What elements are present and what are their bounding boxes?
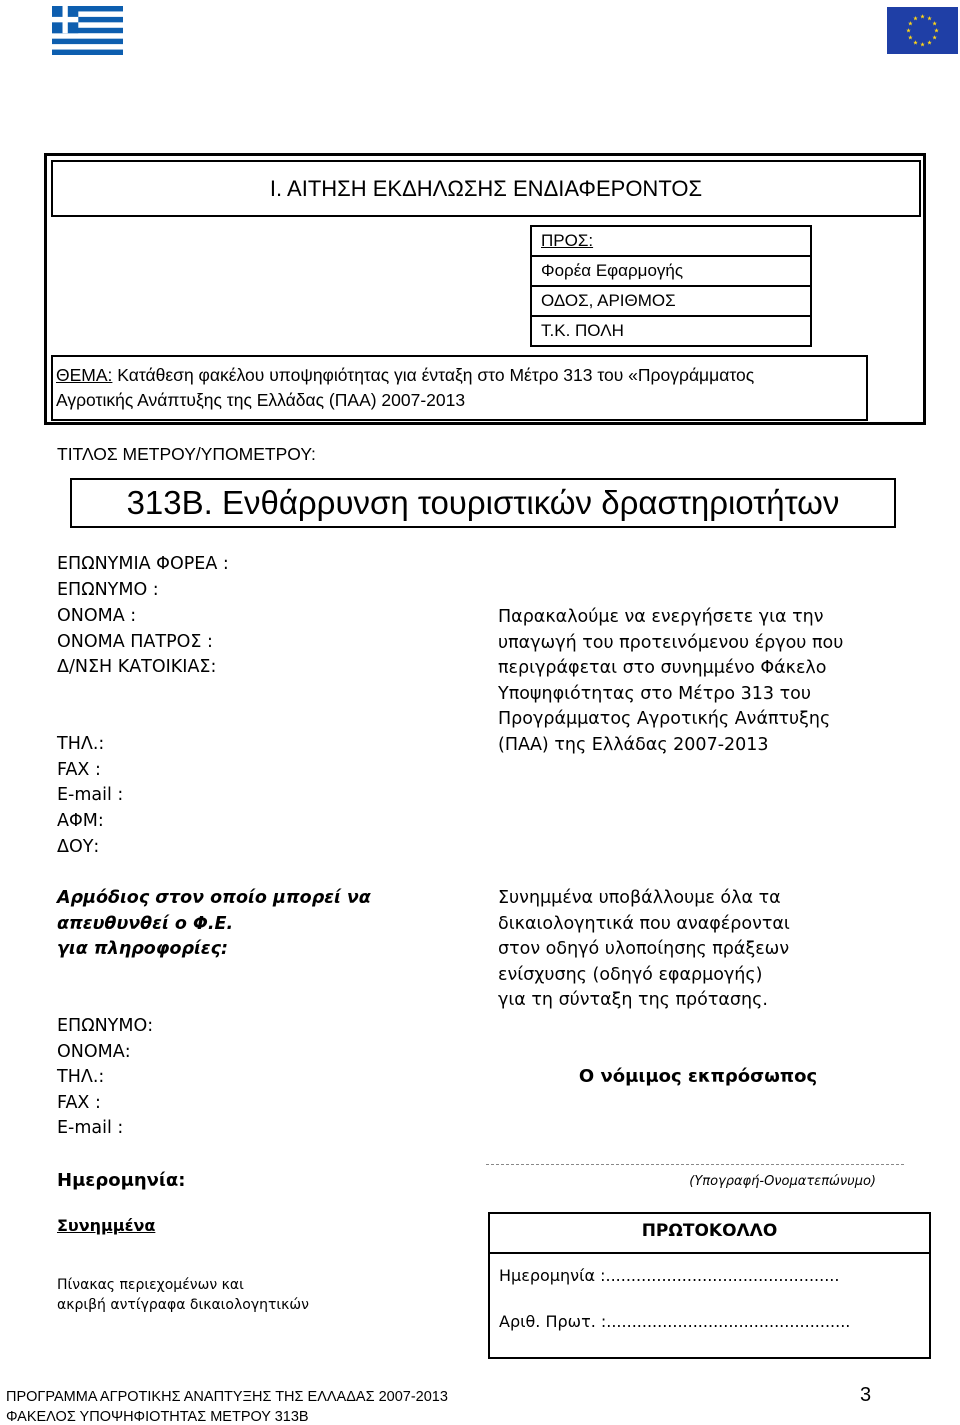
footer-program: ΠΡΟΓΡΑΜΜΑ ΑΓΡΟΤΙΚΗΣ ΑΝΑΠΤΥΞΗΣ ΤΗΣ ΕΛΛΑΔΑΣ 2007-2013	[6, 1389, 448, 1405]
contact-phone: ΤΗΛ.:	[57, 1067, 105, 1087]
field-address: Δ/ΝΣΗ ΚΑΤΟΙΚΙΑΣ:	[57, 657, 217, 677]
subject-line: Αγροτικής Ανάπτυξης της Ελλάδας (ΠΑΑ) 2007-2013	[56, 390, 466, 410]
contact-surname: ΕΠΩΝΥΜΟ:	[57, 1016, 154, 1036]
contact-heading-line: για πληροφορίες:	[57, 939, 228, 959]
date-label: Ημερομηνία:	[57, 1170, 186, 1191]
request-text	[498, 605, 843, 758]
protocol-title: ΠΡΩΤΟΚΟΛΛΟ	[641, 1221, 778, 1241]
field-company-name: ΕΠΩΝΥΜΙΑ ΦΟΡΕΑ :	[57, 554, 229, 574]
contact-heading-line: απευθυνθεί ο Φ.Ε.	[57, 913, 234, 934]
field-name: ΟΝΟΜΑ :	[57, 606, 137, 626]
attached-line: Συνημμένα υποβάλλουμε όλα τα	[498, 888, 781, 908]
recipient-label: ΠΡΟΣ:	[531, 226, 811, 256]
contact-email: E-mail :	[57, 1118, 124, 1138]
request-line: περιγράφεται στο συνημμένο Φάκελο	[498, 658, 827, 678]
subject-label: ΘΕΜΑ:	[56, 365, 113, 385]
subject-text	[56, 363, 868, 413]
protocol-divider	[488, 1252, 931, 1254]
attached-text	[498, 886, 790, 1014]
attached-line: στον οδηγό υλοποίησης πράξεων	[498, 939, 790, 959]
attachments-list	[57, 1275, 309, 1315]
field-phone: ΤΗΛ.:	[57, 734, 105, 754]
eu-flag-icon	[887, 7, 958, 54]
recipient-table	[530, 225, 812, 347]
contact-heading-line: Αρμόδιος στον οποίο μπορεί να	[57, 888, 371, 908]
recipient-line: Τ.Κ. ΠΟΛΗ	[531, 316, 811, 346]
document-title: Ι. ΑΙΤΗΣΗ ΕΚΔΗΛΩΣΗΣ ΕΝΔΙΑΦΕΡΟΝΤΟΣ	[269, 175, 703, 201]
page-number: 3	[860, 1384, 872, 1406]
contact-name: ΟΝΟΜΑ:	[57, 1042, 131, 1062]
measure-title-label: ΤΙΤΛΟΣ ΜΕΤΡΟΥ/ΥΠΟΜΕΤΡΟΥ:	[57, 444, 316, 464]
field-afm: ΑΦΜ:	[57, 811, 104, 831]
protocol-date: Ημερομηνία :..............................................	[499, 1266, 840, 1285]
recipient-line: Φορέα Εφαρμογής	[531, 256, 811, 286]
protocol-number: Αριθ. Πρωτ. :................................................	[499, 1312, 851, 1331]
recipient-line: ΟΔΟΣ, ΑΡΙΘΜΟΣ	[531, 286, 811, 316]
field-surname: ΕΠΩΝΥΜΟ :	[57, 580, 159, 600]
greek-flag-icon	[52, 6, 123, 55]
attached-line: για τη σύνταξη της πρότασης.	[498, 990, 768, 1010]
request-line: υπαγωγή του προτεινόμενου έργου που	[498, 632, 844, 653]
signature-caption: (Υπογραφή-Ονοματεπώνυμο)	[689, 1174, 876, 1189]
attachments-line: ακριβή αντίγραφα δικαιολογητικών	[57, 1297, 309, 1313]
request-line: (ΠΑΑ) της Ελλάδας 2007-2013	[498, 734, 769, 755]
measure-title: 313Β. Ενθάρρυνση τουριστικών δραστηριοτήτων	[126, 484, 840, 521]
subject-line: Κατάθεση φακέλου υποψηφιότητας για ένταξη στο Μέτρο 313 του «Προγράμματος	[112, 365, 755, 385]
field-doy: ΔΟΥ:	[57, 837, 100, 857]
attached-line: δικαιολογητικά που αναφέρονται	[498, 913, 790, 934]
request-line: Υποψηφιότητας στο Μέτρο 313 του	[498, 683, 811, 704]
attachments-line: Πίνακας περιεχομένων και	[57, 1277, 244, 1293]
attached-line: ενίσχυσης (οδηγό εφαρμογής)	[498, 964, 763, 985]
contact-fax: FAX :	[57, 1093, 101, 1113]
field-fax: FAX :	[57, 760, 101, 780]
contact-heading	[57, 886, 371, 963]
legal-representative: Ο νόμιμος εκπρόσωπος	[578, 1066, 818, 1087]
attachments-heading: Συνημμένα	[57, 1216, 156, 1235]
field-father-name: ΟΝΟΜΑ ΠΑΤΡΟΣ :	[57, 632, 213, 652]
signature-line	[486, 1164, 904, 1165]
field-email: E-mail :	[57, 785, 124, 805]
request-line: Προγράμματος Αγροτικής Ανάπτυξης	[498, 709, 831, 729]
request-line: Παρακαλούμε να ενεργήσετε για την	[498, 607, 824, 627]
footer-dossier: ΦΑΚΕΛΟΣ ΥΠΟΨΗΦΙΟΤΗΤΑΣ ΜΕΤΡΟΥ 313Β	[6, 1409, 309, 1425]
